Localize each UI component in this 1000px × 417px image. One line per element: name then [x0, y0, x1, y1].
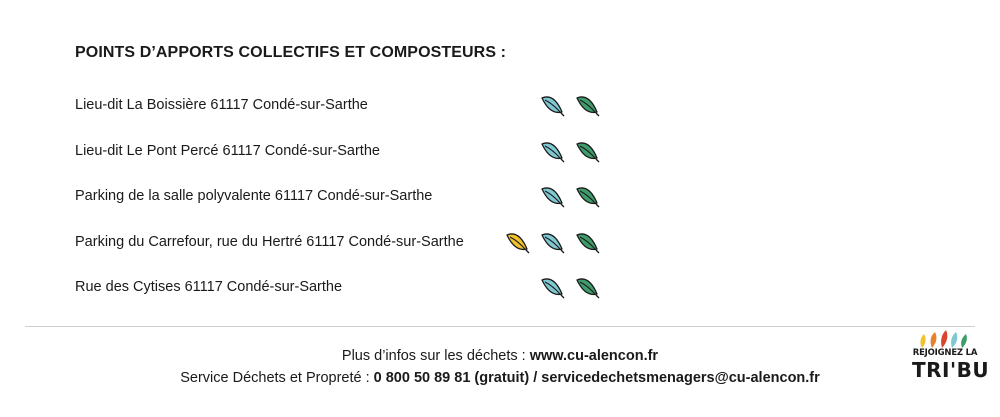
divider — [25, 326, 975, 327]
footer-info-prefix: Plus d’infos sur les déchets : — [341, 348, 530, 364]
leaf-yellow-icon — [504, 229, 530, 255]
footer-service-line — [0, 370, 1000, 386]
leaf-green-icon — [574, 183, 600, 209]
website-link[interactable]: www.cu-alencon.fr — [529, 348, 659, 364]
leaf-green-icon — [574, 138, 600, 164]
leaf-green-icon — [574, 274, 600, 300]
leaf-icons — [539, 274, 600, 300]
leaf-blue-icon — [539, 183, 565, 209]
email-link[interactable]: servicedechetsmenagers@cu-alencon.fr — [541, 370, 820, 386]
leaf-blue-icon — [539, 229, 565, 255]
location-address: Parking du Carrefour, rue du Hertré 61117 Condé-sur-Sarthe — [75, 234, 464, 250]
footer-service-prefix: Service Déchets et Propreté : — [180, 370, 374, 386]
location-address: Parking de la salle polyvalente 61117 Condé-sur-Sarthe — [75, 188, 433, 204]
footer-separator: / — [529, 370, 542, 386]
leaf-icons — [504, 229, 600, 255]
location-address: Lieu-dit La Boissière 61117 Condé-sur-Sarthe — [75, 97, 368, 113]
leaf-blue-icon — [539, 138, 565, 164]
footer-info-line — [0, 348, 1000, 364]
tribu-logo — [912, 328, 990, 400]
section-heading: POINTS D’APPORTS COLLECTIFS ET COMPOSTEURS : — [75, 44, 507, 61]
location-address: Lieu-dit Le Pont Percé 61117 Condé-sur-Sarthe — [75, 143, 380, 159]
logo-leaves-icon — [912, 328, 978, 350]
leaf-blue-icon — [539, 274, 565, 300]
leaf-green-icon — [574, 229, 600, 255]
leaf-icons — [539, 183, 600, 209]
logo-line-1: REJOIGNEZ LA — [912, 348, 978, 358]
phone-number[interactable]: 0 800 50 89 81 (gratuit) — [373, 370, 530, 386]
location-address: Rue des Cytises 61117 Condé-sur-Sarthe — [75, 279, 343, 295]
leaf-green-icon — [574, 92, 600, 118]
leaf-blue-icon — [539, 92, 565, 118]
leaf-icons — [539, 138, 600, 164]
logo-line-2: TRI'BU — [912, 358, 990, 382]
leaf-icons — [539, 92, 600, 118]
